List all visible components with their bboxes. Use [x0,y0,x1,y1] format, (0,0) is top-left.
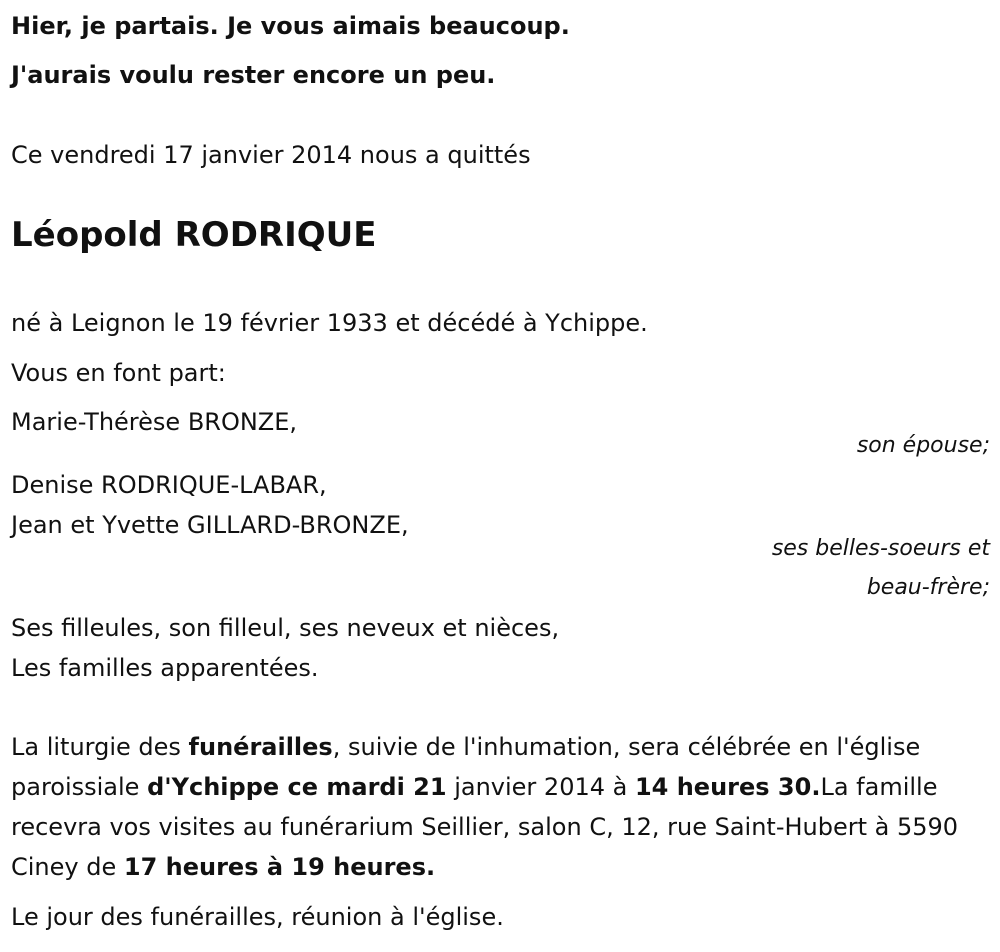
funeral-paragraph [11,727,993,887]
birth-death-text: né à Leignon le 19 février 1933 et décédé à Ychippe. [11,309,648,337]
funeral-text-4: La famille recevra vos visites au funérarium Seillier, salon C, 12, rue Saint-Hubert à 5590 Ciney de [11,773,959,881]
funeral-text-3: janvier 2014 à [446,773,635,801]
meeting-text: Le jour des funérailles, réunion à l'église. [11,903,504,931]
spouse-role: son épouse; [856,433,990,458]
quote-line-1: Hier, je partais. Je vous aimais beaucoup. [11,12,570,40]
inlaws-role-line-2: beau-frère; [866,575,990,600]
inlaw-2: Jean et Yvette GILLARD-BRONZE, [11,511,409,539]
funeral-bold-3: 14 heures 30. [634,773,821,801]
inlaws-role-line-1: ses belles-soeurs et [771,536,990,561]
announce-text: Vous en font part: [11,359,226,387]
funeral-bold-2: d'Ychippe ce mardi 21 [147,773,447,801]
quote-line-2: J'aurais voulu rester encore un peu. [11,61,496,89]
intro-text: Ce vendredi 17 janvier 2014 nous a quittés [11,141,531,169]
spouse-name: Marie-Thérèse BRONZE, [11,408,298,436]
others-line-1: Ses filleules, son filleul, ses neveux et nièces, [11,614,560,642]
others-line-2: Les familles apparentées. [11,654,319,682]
funeral-bold-4: 17 heures à 19 heures. [123,853,436,881]
funeral-text-2: , suivie de l'inhumation, sera célébrée en l'église paroissiale [11,733,921,801]
inlaw-1: Denise RODRIQUE-LABAR, [11,471,327,499]
deceased-name: Léopold RODRIQUE [11,215,377,255]
funeral-bold-1: funérailles [188,733,333,761]
funeral-text-1: La liturgie des [11,733,189,761]
